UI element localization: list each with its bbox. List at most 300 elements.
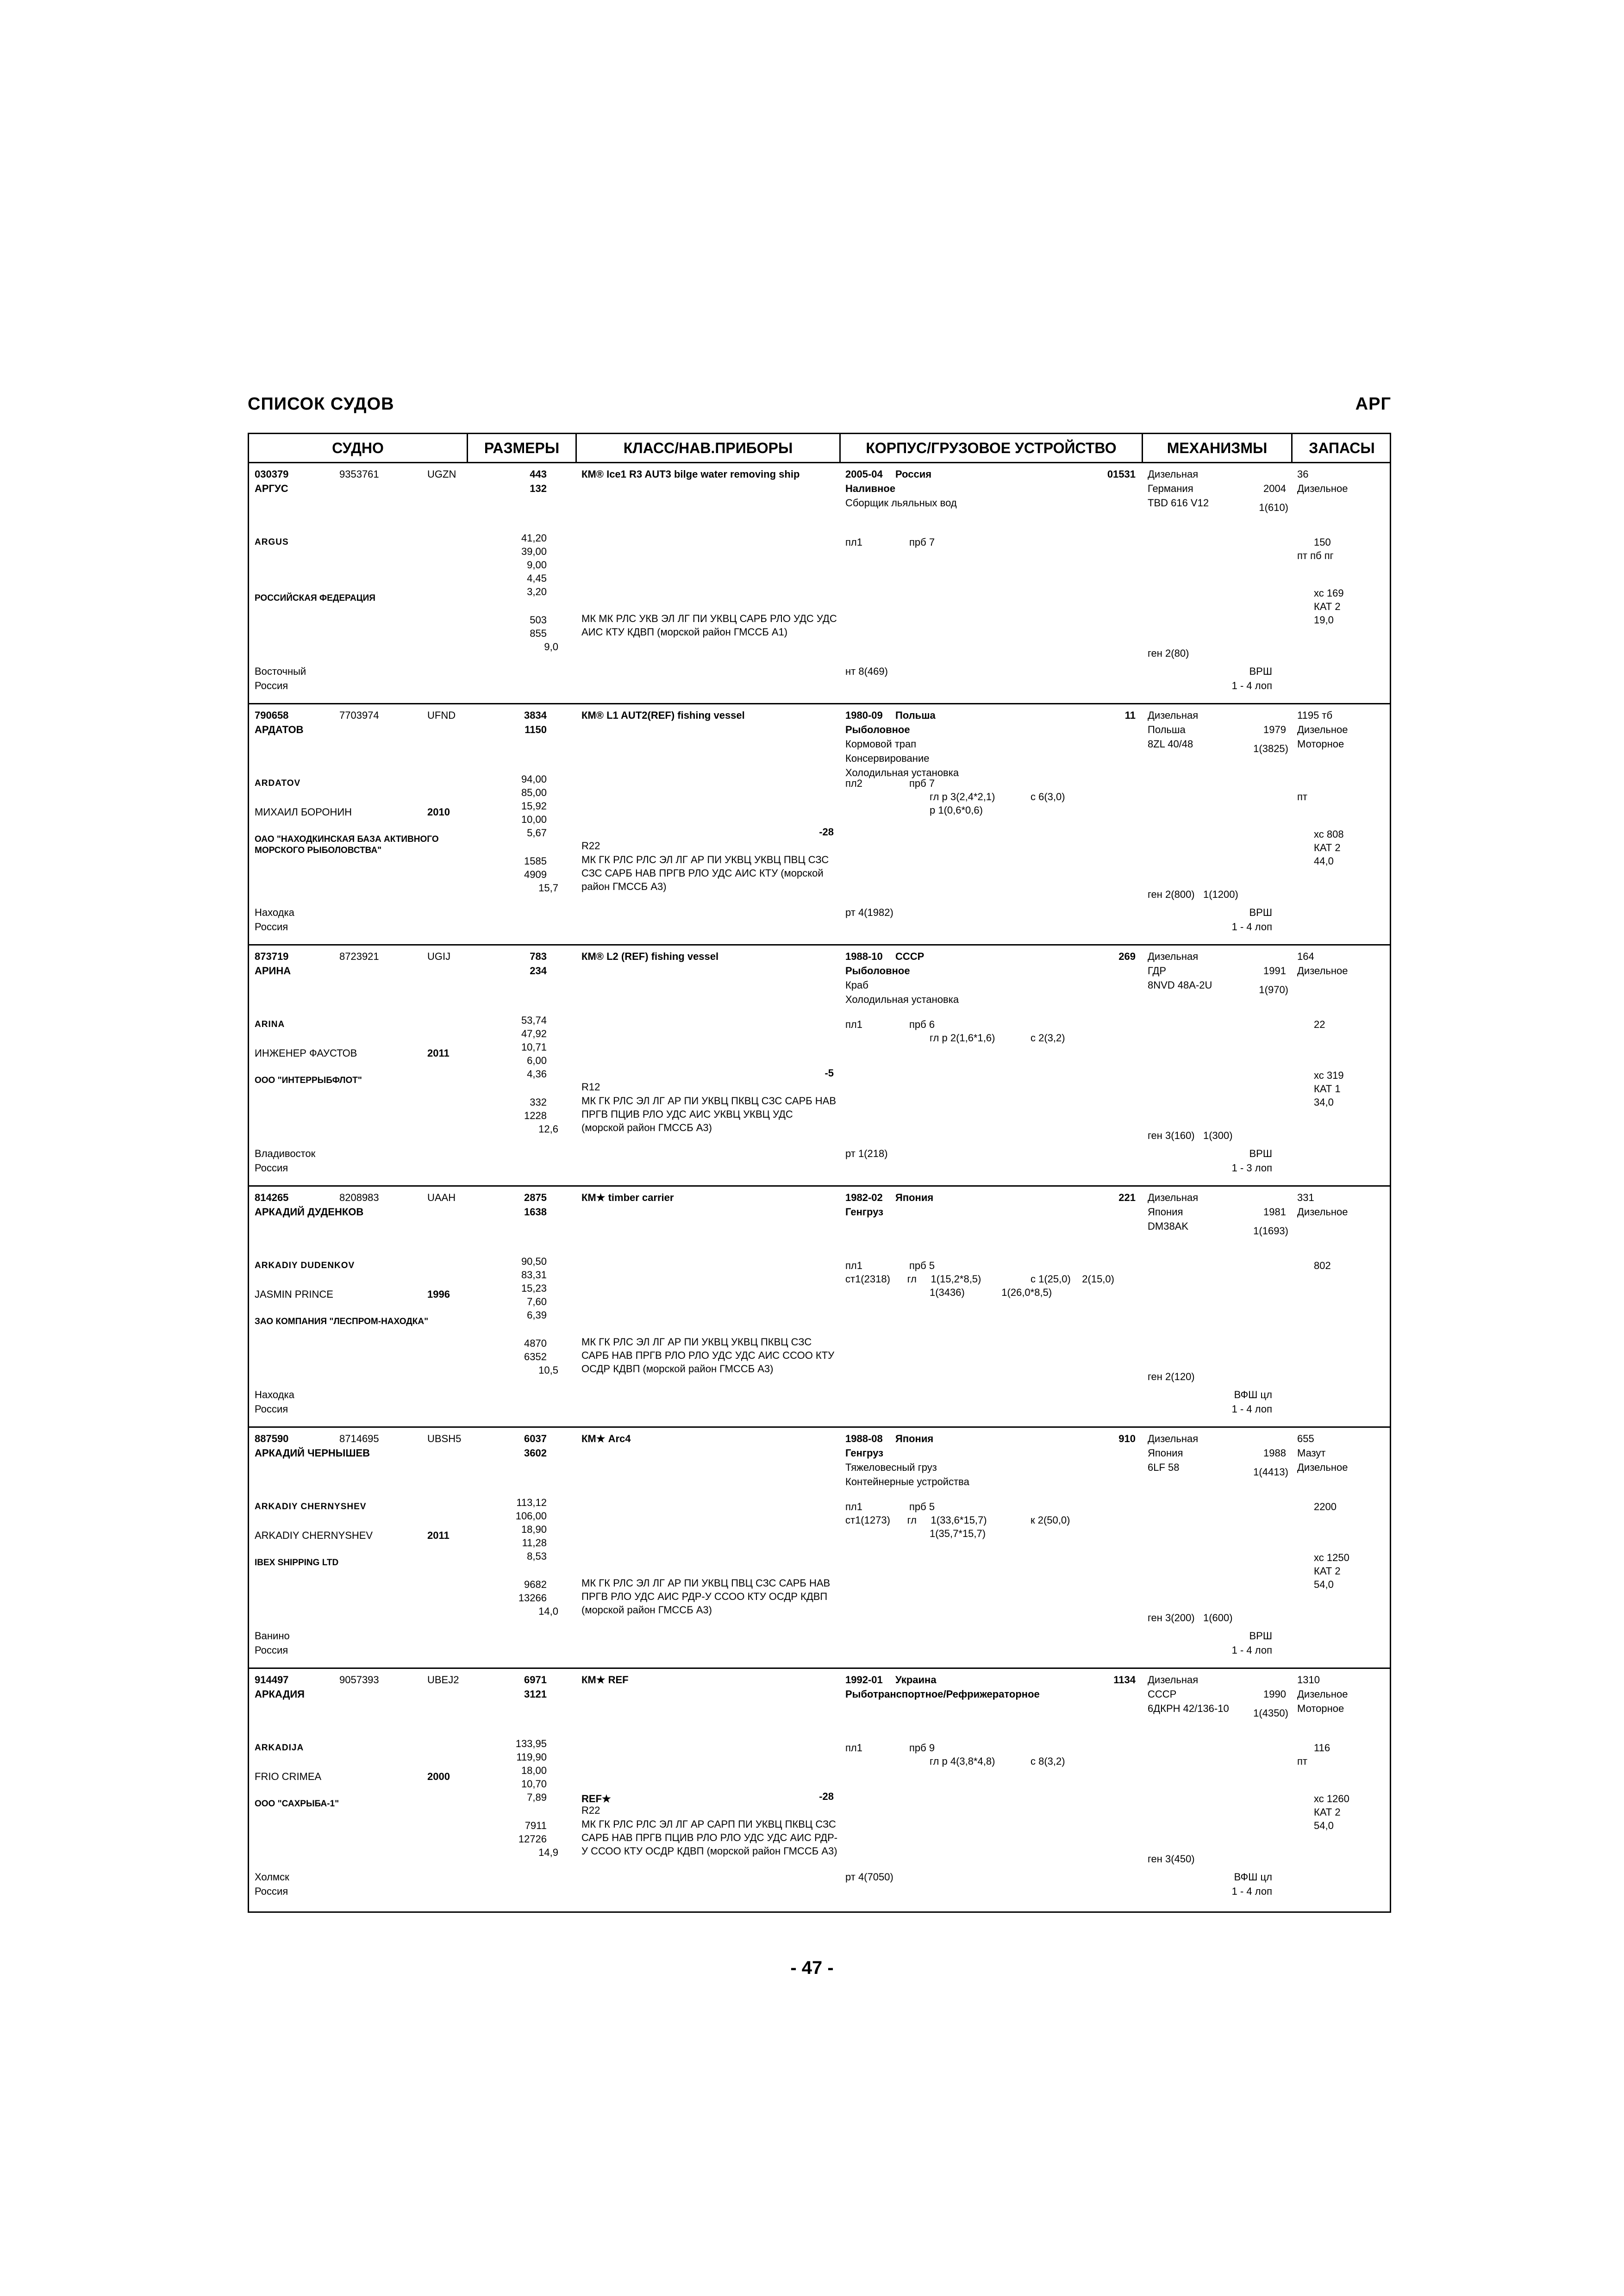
capacity-value: 332 (530, 1096, 547, 1108)
dimension-value: 4,45 (527, 572, 547, 584)
stores-type: пт (1297, 791, 1307, 803)
kat-value: КАТ 1 (1314, 1083, 1341, 1095)
net-tonnage: 3121 (524, 1688, 547, 1700)
yard-number: 910 (1118, 1433, 1136, 1444)
draft-value: 9,0 (544, 641, 558, 653)
engine-model: 6LF 58 (1148, 1462, 1180, 1473)
engine-year: 1981 (1263, 1206, 1286, 1218)
net-tonnage: 132 (530, 483, 547, 494)
draft-value: 15,7 (538, 882, 558, 894)
nav-equipment: МК ГК РЛС РЛС ЭЛ ЛГ АР САРП ПИ УКВЦ ПКВЦ СЗС САРБ НАВ ПРГВ ПЦИВ РЛО РЛО УДС УДС АИС РДР-У ССОО КТУ ОСДР КДВП (морской район ГМССБ А3) (581, 1818, 838, 1857)
dimension-value: 9,00 (527, 559, 547, 571)
capacity-value: 9682 (524, 1579, 547, 1590)
previous-name-year: 2000 (427, 1771, 450, 1782)
engine-power: 1(610) (1259, 502, 1288, 513)
flag-country: Россия (255, 1644, 288, 1656)
hatch: гл р 4(3,8*4,8) (930, 1755, 995, 1767)
tanks: рт 1(218) (845, 1148, 888, 1159)
speed-value: 54,0 (1314, 1579, 1334, 1590)
class-notation: КМ★ Arc4 (581, 1433, 631, 1444)
ship-type: Рыболовное (845, 724, 910, 735)
generators: ген 2(800) 1(1200) (1148, 889, 1238, 900)
build-date: 1992-01 (845, 1674, 883, 1686)
engine-type: Дизельная (1148, 951, 1199, 962)
hatch: 1(3436) 1(26,0*8,5) (930, 1287, 1052, 1298)
feature: Краб (845, 979, 868, 991)
call-sign: UGIJ (427, 951, 451, 962)
owner: ЗАО КОМПАНИЯ "ЛЕСПРОМ-НАХОДКА" (255, 1317, 429, 1326)
crew-or-hold: 655 (1297, 1433, 1314, 1444)
dimension-value: 85,00 (521, 787, 547, 798)
speed-value: 44,0 (1314, 855, 1334, 867)
net-tonnage: 3602 (524, 1447, 547, 1459)
gross-tonnage: 6971 (524, 1674, 547, 1686)
engine-year: 1988 (1263, 1447, 1286, 1459)
hc-value: хс 1260 (1314, 1793, 1349, 1804)
imo-number: 9057393 (339, 1674, 379, 1686)
ship-name-latin: ARKADIJA (255, 1743, 304, 1753)
engine-power: 1(3825) (1253, 743, 1288, 754)
draft-value: 12,6 (538, 1123, 558, 1135)
bulkheads: прб 7 (909, 778, 935, 789)
dimension-value: 5,67 (527, 827, 547, 839)
build-country: Украина (895, 1674, 937, 1686)
propeller-blades: 1 - 3 лоп (1231, 1162, 1272, 1174)
speed-value: 54,0 (1314, 1820, 1334, 1831)
previous-name-year: 2010 (427, 806, 450, 818)
engine-power: 1(1693) (1253, 1225, 1288, 1237)
engine-type: Дизельная (1148, 1433, 1199, 1444)
propeller: ВРШ (1249, 1630, 1272, 1642)
col-ship: СУДНО (332, 440, 384, 456)
dimension-value: 94,00 (521, 773, 547, 785)
engine-country: Япония (1148, 1447, 1183, 1459)
fuel-type-2: Моторное (1297, 1703, 1344, 1714)
gross-tonnage: 2875 (524, 1192, 547, 1203)
hatch: р 1(0,6*0,6) (930, 804, 983, 816)
crew-or-hold: 331 (1297, 1192, 1314, 1203)
ship-name-latin: ARKADIY DUDENKOV (255, 1261, 355, 1270)
ship-type: Рыболовное (845, 965, 910, 977)
ship-name: АРИНА (255, 965, 291, 977)
stores-type: пт пб пг (1297, 550, 1334, 561)
flag-country: Россия (255, 1403, 288, 1415)
fuel-type-2: Дизельное (1297, 1462, 1348, 1473)
engine-year: 1990 (1263, 1688, 1286, 1700)
dimension-value: 47,92 (521, 1028, 547, 1039)
kat-value: КАТ 2 (1314, 1565, 1341, 1577)
capacity-value: 13266 (518, 1592, 547, 1604)
fuel-type: Дизельное (1297, 1206, 1348, 1218)
net-tonnage: 1638 (524, 1206, 547, 1218)
call-sign: UFND (427, 709, 456, 721)
dimension-value: 11,28 (522, 1537, 547, 1549)
yard-number: 01531 (1107, 468, 1136, 480)
nav-equipment: МК МК РЛС УКВ ЭЛ ЛГ ПИ УКВЦ САРБ РЛО УДС УДС АИС КТУ КДВП (морской район ГМССБ А1) (581, 613, 837, 638)
ship-name-latin: ARDATOV (255, 778, 301, 788)
engine-power: 1(4350) (1253, 1707, 1288, 1719)
build-date: 2005-04 (845, 468, 883, 480)
build-country: СССР (895, 951, 924, 962)
capacity-value: 855 (530, 628, 547, 639)
ship-name-latin: ARGUS (255, 537, 289, 547)
generators: ген 3(200) 1(600) (1148, 1612, 1233, 1624)
nav-equipment: МК ГК РЛС ЭЛ ЛГ АР ПИ УКВЦ ПВЦ СЗС САРБ НАВ ПРГВ РЛО УДС АИС РДР-У ССОО КТУ ОСДР КДВП (морской район ГМССБ А3) (581, 1577, 831, 1616)
kat-value: КАТ 2 (1314, 1806, 1341, 1818)
ship-type: Генгруз (845, 1447, 884, 1459)
dimension-value: 10,00 (521, 814, 547, 825)
page-header (248, 394, 1391, 417)
capacity-value: 12726 (518, 1833, 547, 1845)
ship-name-latin: ARINA (255, 1020, 285, 1029)
build-country: Япония (895, 1192, 934, 1203)
decks: пл1 (845, 1742, 862, 1754)
dimension-value: 119,90 (516, 1751, 547, 1763)
engine-country: ГДР (1148, 965, 1167, 977)
engine-model: 8NVD 48A-2U (1148, 979, 1212, 991)
hatch: гл р 3(2,4*2,1) (930, 791, 995, 803)
class-notation: КМ® Ice1 R3 AUT3 bilge water removing ship (581, 468, 800, 480)
cargo-gear: с 2(3,2) (1031, 1032, 1065, 1044)
hatch: ст1(1273) гл 1(33,6*15,7) (845, 1514, 987, 1526)
previous-name: ИНЖЕНЕР ФАУСТОВ (255, 1047, 357, 1059)
engine-country: Польша (1148, 724, 1186, 735)
ship-name: АРКАДИЯ (255, 1688, 305, 1700)
previous-name: FRIO CRIMEA (255, 1771, 322, 1782)
previous-name: МИХАИЛ БОРОНИН (255, 806, 352, 818)
dimension-value: 133,95 (515, 1738, 547, 1749)
capacity-value: 503 (530, 614, 547, 626)
gross-tonnage: 783 (530, 951, 547, 962)
col-machinery: МЕХАНИЗМЫ (1167, 440, 1268, 456)
dimension-value: 4,36 (527, 1068, 547, 1080)
engine-type: Дизельная (1148, 1192, 1199, 1203)
fuel-type: Мазут (1297, 1447, 1326, 1459)
page-number: - 47 - (790, 1958, 834, 1978)
decks: пл1 (845, 1019, 862, 1030)
stores-value: 150 (1314, 536, 1331, 548)
ship-record (249, 1669, 1390, 1910)
previous-name: JASMIN PRINCE (255, 1288, 333, 1300)
dimension-value: 6,00 (527, 1055, 547, 1066)
gross-tonnage: 443 (530, 468, 547, 480)
feature: Контейнерные устройства (845, 1476, 969, 1487)
bulkheads: прб 7 (909, 536, 935, 548)
net-tonnage: 234 (530, 965, 547, 977)
bulkheads: прб 5 (909, 1260, 935, 1271)
tanks: рт 4(1982) (845, 907, 893, 918)
engine-country: СССР (1148, 1688, 1177, 1700)
flag-country: Россия (255, 1885, 288, 1897)
dimension-value: 7,89 (527, 1792, 547, 1803)
owner: ООО "САХРЫБА-1" (255, 1799, 339, 1809)
engine-country: Япония (1148, 1206, 1183, 1218)
fuel-type: Дизельное (1297, 483, 1348, 494)
tanks: рт 4(7050) (845, 1871, 893, 1883)
engine-year: 2004 (1263, 483, 1286, 494)
ref-code: R22 (581, 840, 600, 852)
hc-value: хс 319 (1314, 1070, 1344, 1081)
stores-value: 22 (1314, 1019, 1325, 1030)
build-country: Россия (895, 468, 932, 480)
previous-name-year: 2011 (427, 1047, 450, 1059)
build-country: Польша (895, 709, 936, 721)
capacity-value: 4870 (524, 1338, 547, 1349)
imo-number: 7703974 (339, 709, 379, 721)
crew-or-hold: 1310 (1297, 1674, 1320, 1686)
col-class: КЛАСС/НАВ.ПРИБОРЫ (623, 440, 793, 456)
dimension-value: 113,12 (516, 1497, 547, 1508)
yard-number: 1134 (1113, 1674, 1136, 1686)
call-sign: UAAH (427, 1192, 456, 1203)
fuel-type: Дизельное (1297, 1688, 1348, 1700)
imo-number: 9353761 (339, 468, 379, 480)
stores-type: пт (1297, 1755, 1307, 1767)
owner: РОССИЙСКАЯ ФЕДЕРАЦИЯ (255, 593, 375, 603)
engine-type: Дизельная (1148, 1674, 1199, 1686)
class-notation: КМ® L2 (REF) fishing vessel (581, 951, 719, 962)
reg-number: 814265 (255, 1192, 289, 1203)
dimension-value: 106,00 (515, 1510, 547, 1522)
home-port: Холмск (255, 1871, 289, 1883)
build-date: 1988-10 (845, 951, 883, 962)
call-sign: UBSH5 (427, 1433, 462, 1444)
hc-value: хс 1250 (1314, 1552, 1349, 1563)
feature: Холодильная установка (845, 767, 959, 778)
dimension-value: 6,39 (527, 1309, 547, 1321)
generators: ген 2(120) (1148, 1371, 1195, 1382)
ref-notation: REF★ (581, 1793, 611, 1804)
ship-name: АРДАТОВ (255, 724, 304, 735)
class-notation: КМ★ timber carrier (581, 1192, 674, 1203)
stores-value: 802 (1314, 1260, 1331, 1271)
capacity-value: 7911 (525, 1820, 547, 1831)
feature: Консервирование (845, 753, 930, 764)
decks: пл2 (845, 778, 862, 789)
propeller-blades: 1 - 4 лоп (1231, 1885, 1272, 1897)
owner: IBEX SHIPPING LTD (255, 1558, 339, 1568)
engine-model: 8ZL 40/48 (1148, 738, 1193, 750)
generators: ген 3(160) 1(300) (1148, 1130, 1233, 1141)
ship-name: АРГУС (255, 483, 288, 494)
generators: ген 2(80) (1148, 647, 1189, 659)
speed-value: 19,0 (1314, 614, 1334, 626)
propeller-blades: 1 - 4 лоп (1231, 680, 1272, 691)
dimension-value: 15,23 (521, 1282, 547, 1294)
hatch: гл р 2(1,6*1,6) (930, 1032, 995, 1044)
capacity-value: 1228 (524, 1110, 547, 1121)
ship-name-latin: ARKADIY CHERNYSHEV (255, 1502, 367, 1512)
generators: ген 3(450) (1148, 1853, 1195, 1865)
bulkheads: прб 6 (909, 1019, 935, 1030)
feature: Холодильная установка (845, 994, 959, 1005)
feature: Кормовой трап (845, 738, 917, 750)
propeller-blades: 1 - 4 лоп (1231, 1644, 1272, 1656)
ref-code: R12 (581, 1081, 600, 1093)
feature: Сборщик льяльных вод (845, 497, 957, 509)
propeller: ВФШ цл (1234, 1389, 1272, 1400)
imo-number: 8714695 (339, 1433, 379, 1444)
engine-type: Дизельная (1148, 709, 1199, 721)
cargo-gear: с 1(25,0) 2(15,0) (1031, 1273, 1114, 1285)
ship-name: АРКАДИЙ ЧЕРНЫШЕВ (255, 1447, 370, 1459)
hatch: ст1(2318) гл 1(15,2*8,5) (845, 1273, 981, 1285)
yard-number: 221 (1118, 1192, 1136, 1203)
propeller: ВФШ цл (1234, 1871, 1272, 1883)
engine-power: 1(970) (1259, 984, 1288, 996)
reg-number: 873719 (255, 951, 289, 962)
ship-record (249, 463, 1390, 704)
net-tonnage: 1150 (525, 724, 547, 735)
cargo-gear: с 8(3,2) (1031, 1755, 1065, 1767)
reg-number: 914497 (255, 1674, 289, 1686)
engine-type: Дизельная (1148, 468, 1199, 480)
cargo-gear: к 2(50,0) (1031, 1514, 1070, 1526)
capacity-value: 6352 (524, 1351, 547, 1363)
yard-number: 11 (1124, 709, 1136, 721)
previous-name-year: 1996 (427, 1288, 450, 1300)
draft-value: 14,9 (538, 1847, 558, 1858)
dimension-value: 41,20 (521, 532, 547, 544)
feature: Тяжеловесный груз (845, 1462, 937, 1473)
dimension-value: 7,60 (527, 1296, 547, 1307)
col-stores: ЗАПАСЫ (1309, 440, 1375, 456)
decks: пл1 (845, 536, 862, 548)
owner: ОАО "НАХОДКИНСКАЯ БАЗА АКТИВНОГО МОРСКОГО РЫБОЛОВСТВА" (255, 834, 439, 855)
reg-number: 790658 (255, 709, 289, 721)
engine-country: Германия (1148, 483, 1193, 494)
table-header (249, 434, 1390, 463)
fuel-type: Дизельное (1297, 965, 1348, 977)
col-dimensions: РАЗМЕРЫ (484, 440, 560, 456)
dimension-value: 10,71 (521, 1041, 547, 1053)
propeller: ВРШ (1249, 907, 1272, 918)
nav-equipment: МК ГК РЛС ЭЛ ЛГ АР ПИ УКВЦ ПКВЦ СЗС САРБ НАВ ПРГВ ПЦИВ РЛО УДС АИС УКВЦ УКВЦ УДС (морской район ГМССБ А3) (581, 1095, 837, 1133)
previous-name-year: 2011 (427, 1530, 450, 1541)
gross-tonnage: 6037 (524, 1433, 547, 1444)
dimension-value: 83,31 (521, 1269, 547, 1281)
kat-value: КАТ 2 (1314, 601, 1341, 612)
bulkheads: прб 9 (909, 1742, 935, 1754)
build-country: Япония (895, 1433, 934, 1444)
dimension-value: 10,70 (521, 1778, 547, 1790)
capacity-value: 4909 (524, 869, 547, 880)
dimension-value: 18,90 (521, 1524, 547, 1535)
ship-name: АРКАДИЙ ДУДЕНКОВ (255, 1206, 364, 1218)
hc-value: хс 169 (1314, 587, 1344, 599)
fuel-type-2: Моторное (1297, 738, 1344, 750)
nav-equipment: МК ГК РЛС РЛС ЭЛ ЛГ АР ПИ УКВЦ УКВЦ ПВЦ СЗС СЗС САРБ НАВ ПРГВ РЛО УДС АИС КТУ (морской район ГМССБ А3) (581, 854, 829, 892)
ship-type: Рыботранспортное/Рефрижераторное (845, 1688, 1040, 1700)
hc-value: хс 808 (1314, 828, 1344, 840)
build-date: 1988-08 (845, 1433, 883, 1444)
call-sign: UGZN (427, 468, 456, 480)
cargo-gear: с 6(3,0) (1031, 791, 1065, 803)
call-sign: UBEJ2 (427, 1674, 459, 1686)
class-notation: КМ® L1 AUT2(REF) fishing vessel (581, 709, 745, 721)
propeller-blades: 1 - 4 лоп (1231, 1403, 1272, 1415)
engine-model: 6ДКРН 42/136-10 (1148, 1703, 1229, 1714)
capacity-value: 1585 (524, 855, 547, 867)
ship-record (249, 1187, 1390, 1428)
ref-code: R22 (581, 1804, 600, 1816)
decks: пл1 (845, 1501, 862, 1512)
propeller: ВРШ (1249, 666, 1272, 677)
crew-or-hold: 164 (1297, 951, 1314, 962)
class-notation: КМ★ REF (581, 1674, 629, 1686)
propeller: ВРШ (1249, 1148, 1272, 1159)
engine-model: TBD 616 V12 (1148, 497, 1209, 509)
ship-record (249, 704, 1390, 946)
gross-tonnage: 3834 (524, 709, 547, 721)
reg-number: 030379 (255, 468, 289, 480)
home-port: Ванино (255, 1630, 290, 1642)
dimension-value: 90,50 (521, 1256, 547, 1267)
decks: пл1 (845, 1260, 862, 1271)
ice-temperature: -28 (819, 1791, 834, 1802)
page-title: СПИСОК СУДОВ (248, 394, 394, 414)
home-port: Находка (255, 907, 294, 918)
imo-number: 8723921 (339, 951, 379, 962)
owner: ООО "ИНТЕРРЫБФЛОТ" (255, 1076, 362, 1085)
flag-country: Россия (255, 921, 288, 933)
home-port: Владивосток (255, 1148, 316, 1159)
engine-year: 1991 (1263, 965, 1286, 977)
crew-or-hold: 36 (1297, 468, 1309, 480)
dimension-value: 15,92 (521, 800, 547, 812)
dimension-value: 18,00 (521, 1765, 547, 1776)
draft-value: 10,5 (538, 1364, 558, 1376)
engine-model: DM38AK (1148, 1220, 1189, 1232)
hatch: 1(35,7*15,7) (930, 1528, 986, 1539)
crew-or-hold: 1195 тб (1297, 709, 1333, 721)
dimension-value: 3,20 (527, 586, 547, 597)
ship-type: Генгруз (845, 1206, 884, 1218)
ship-record (249, 1428, 1390, 1669)
previous-name: ARKADIY CHERNYSHEV (255, 1530, 373, 1541)
propeller-blades: 1 - 4 лоп (1231, 921, 1272, 933)
dimension-value: 8,53 (527, 1550, 547, 1562)
draft-value: 14,0 (538, 1605, 558, 1617)
stores-value: 116 (1314, 1742, 1330, 1754)
fuel-type: Дизельное (1297, 724, 1348, 735)
dimension-value: 39,00 (521, 546, 547, 557)
home-port: Находка (255, 1389, 294, 1400)
bulkheads: прб 5 (909, 1501, 935, 1512)
nav-equipment: МК ГК РЛС ЭЛ ЛГ АР ПИ УКВЦ УКВЦ ПКВЦ СЗС САРБ НАВ ПРГВ РЛО РЛО УДС УДС АИС ССОО КТУ ОСДР КДВП (морской район ГМССБ А3) (581, 1336, 835, 1375)
tanks: нт 8(469) (845, 666, 888, 677)
yard-number: 269 (1118, 951, 1136, 962)
reg-number: 887590 (255, 1433, 289, 1444)
dimension-value: 53,74 (521, 1014, 547, 1026)
engine-power: 1(4413) (1253, 1466, 1288, 1478)
build-date: 1980-09 (845, 709, 883, 721)
kat-value: КАТ 2 (1314, 842, 1341, 853)
ship-register-table (248, 433, 1391, 1913)
ice-temperature: -28 (819, 826, 834, 838)
stores-value: 2200 (1314, 1501, 1337, 1512)
flag-country: Россия (255, 1162, 288, 1174)
flag-country: Россия (255, 680, 288, 691)
engine-year: 1979 (1263, 724, 1286, 735)
imo-number: 8208983 (339, 1192, 379, 1203)
home-port: Восточный (255, 666, 306, 677)
section-code: АРГ (1355, 394, 1391, 414)
ice-temperature: -5 (824, 1067, 834, 1079)
ship-record (249, 946, 1390, 1187)
build-date: 1982-02 (845, 1192, 883, 1203)
col-hull: КОРПУС/ГРУЗОВОЕ УСТРОЙСТВО (866, 440, 1117, 456)
